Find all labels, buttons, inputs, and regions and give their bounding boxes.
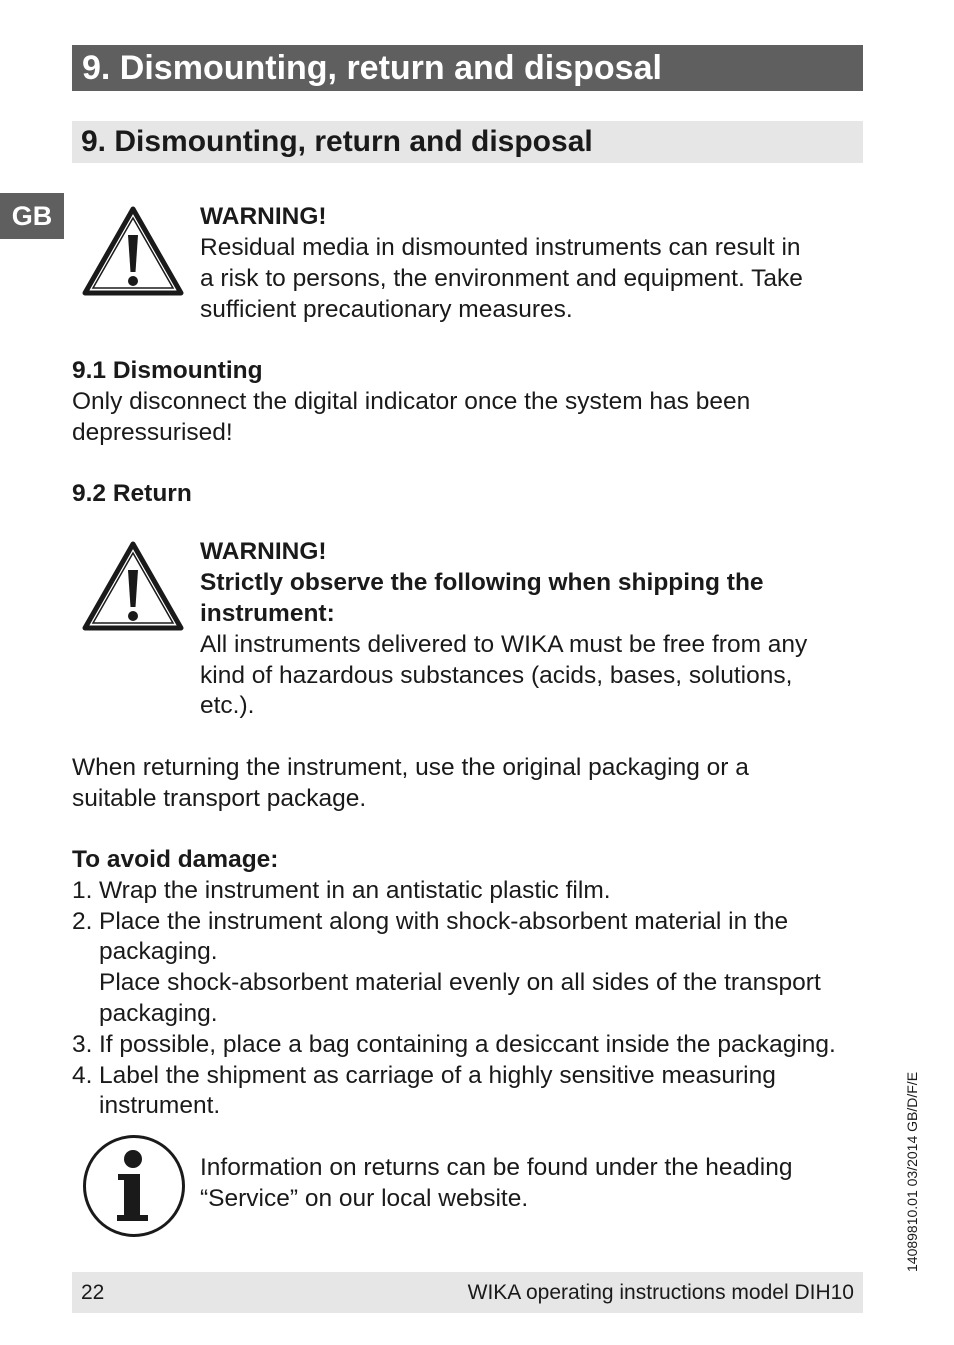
warning-bold-line: instrument: [200,600,335,627]
list-item: Place the instrument along with shock-absorbent material in the [99,908,789,935]
body-text-line: depressurised! [72,419,233,446]
body-text-line: When returning the instrument, use the original packaging or a [72,754,749,781]
list-item: Place shock-absorbent material evenly on all sides of the transport [99,969,821,996]
list-item: Wrap the instrument in an antistatic plastic film. [99,877,611,904]
info-icon [81,1133,187,1239]
subsection-heading-dismounting: 9.1 Dismounting [72,357,263,384]
page-header: 9. Dismounting, return and disposal [72,45,863,91]
warning-text-line: a risk to persons, the environment and equipment. Take [200,265,803,292]
warning-text-line: sufficient precautionary measures. [200,296,573,323]
page-footer [72,1272,863,1313]
section-title: 9. Dismounting, return and disposal [72,121,863,163]
language-tab: GB [0,193,64,239]
list-item: instrument. [99,1092,221,1119]
list-item-number: 2. [72,908,93,935]
document-code: 14089810.01 03/2014 GB/D/F/E [904,1071,920,1272]
warning-text-line: etc.). [200,692,255,719]
warning-title: WARNING! [200,203,327,230]
subsection-heading-return: 9.2 Return [72,480,192,507]
warning-text-line: kind of hazardous substances (acids, bases, solutions, [200,662,793,689]
list-item: Label the shipment as carriage of a highly sensitive measuring [99,1062,776,1089]
warning-triangle-icon [81,540,185,632]
list-item: packaging. [99,938,218,965]
list-item: If possible, place a bag containing a desiccant inside the packaging. [99,1031,836,1058]
warning-bold-line: Strictly observe the following when shipping the [200,569,764,596]
info-text-line: Information on returns can be found under the heading [200,1154,793,1181]
list-item: packaging. [99,1000,218,1027]
warning-triangle-icon [81,205,185,297]
footer-text: WIKA operating instructions model DIH10 [467,1281,854,1304]
list-item-number: 3. [72,1031,93,1058]
list-item-number: 1. [72,877,93,904]
warning-text-line: Residual media in dismounted instruments can result in [200,234,801,261]
warning-text-line: All instruments delivered to WIKA must be free from any [200,631,808,658]
body-text-line: Only disconnect the digital indicator once the system has been [72,388,751,415]
list-item-number: 4. [72,1062,93,1089]
warning-title: WARNING! [200,538,327,565]
avoid-damage-heading: To avoid damage: [72,846,279,873]
info-text-line: “Service” on our local website. [200,1185,529,1212]
page-number: 22 [81,1281,105,1304]
body-text-line: suitable transport package. [72,785,367,812]
